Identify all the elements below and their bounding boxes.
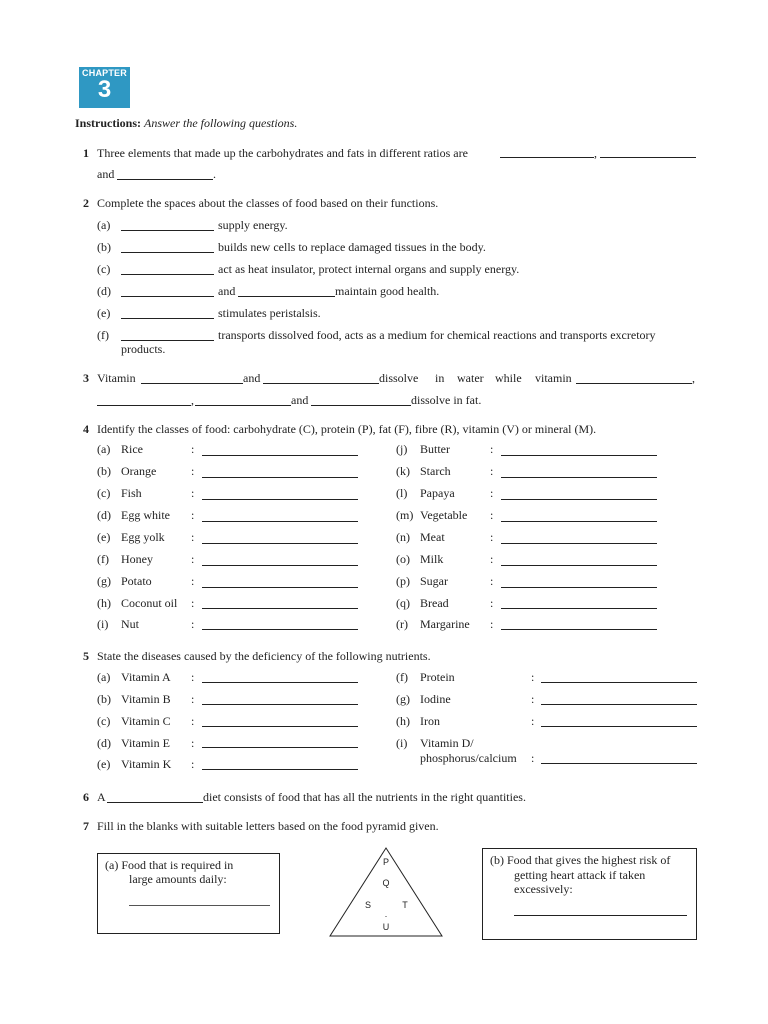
q4-item-colon: : (490, 486, 494, 500)
q3-comma-1: , (692, 371, 695, 385)
pyramid-label-s: S (364, 900, 372, 910)
q5-item-name-2: phosphorus/calcium (420, 751, 517, 765)
q4-item-colon: : (191, 596, 195, 610)
q4-item-blank[interactable] (202, 455, 358, 456)
q4-item-label: (j) (396, 442, 408, 456)
q5-item-blank[interactable] (541, 726, 697, 727)
q3-vitamin: Vitamin (97, 371, 136, 385)
q4-number: 4 (83, 422, 89, 436)
q5-item-label: (b) (97, 692, 111, 706)
q4-item-colon: : (490, 574, 494, 588)
q4-item-name: Papaya (420, 486, 455, 500)
q4-item-colon: : (191, 530, 195, 544)
q5-item-name: Vitamin E (121, 736, 170, 750)
q3-blank-2[interactable] (263, 383, 379, 384)
q4-item-name: Egg white (121, 508, 170, 522)
q4-item-label: (c) (97, 486, 111, 500)
q4-item-name: Bread (420, 596, 449, 610)
q3-while: while (495, 371, 522, 385)
q4-item-name: Egg yolk (121, 530, 165, 544)
instructions-text: Answer the following questions. (144, 116, 298, 130)
q7-text: Fill in the blanks with suitable letters based on the food pyramid given. (97, 819, 439, 833)
q3-vitamin-2: vitamin (535, 371, 572, 385)
q6-a: A (97, 790, 106, 804)
instructions (75, 116, 297, 131)
q4-item-blank[interactable] (501, 543, 657, 544)
q4-item-label: (e) (97, 530, 111, 544)
q5-item-blank[interactable] (541, 682, 697, 683)
q4-item-blank[interactable] (501, 629, 657, 630)
q4-item-blank[interactable] (202, 565, 358, 566)
q1-blank-1[interactable] (500, 157, 594, 158)
q5-item-name: Iodine (420, 692, 451, 706)
q5-item-colon: : (191, 757, 195, 771)
q5-item-label: (f) (396, 670, 408, 684)
q1-and: and (97, 167, 115, 181)
q4-item-blank[interactable] (501, 587, 657, 588)
q5-item-name: Vitamin A (121, 670, 171, 684)
q3-blank-1[interactable] (141, 383, 243, 384)
q4-item-colon: : (191, 508, 195, 522)
q5-item-blank[interactable] (202, 747, 358, 748)
q4-item-label: (g) (97, 574, 111, 588)
q4-item-blank[interactable] (501, 455, 657, 456)
q5-item-colon: : (531, 692, 535, 706)
q4-item-blank[interactable] (501, 499, 657, 500)
q4-item-colon: : (490, 442, 494, 456)
q4-item-name: Fish (121, 486, 142, 500)
q4-item-label: (i) (97, 617, 109, 631)
q4-item-name: Sugar (420, 574, 448, 588)
q5-item-blank[interactable] (541, 763, 697, 764)
q3-blank-5[interactable] (195, 405, 291, 406)
pyramid-label-t: T (402, 900, 408, 910)
q4-item-colon: : (191, 486, 195, 500)
q2-item-f-text: transports dissolved food, acts as a medium for chemical reactions and transports excretory (218, 328, 656, 342)
q6-blank[interactable] (107, 802, 203, 803)
q5-item-colon: : (191, 714, 195, 728)
q1-period: . (213, 167, 216, 181)
chapter-label: CHAPTER (82, 68, 127, 78)
q7-box-a-blank[interactable] (129, 905, 270, 906)
q2-item-d-blank-1[interactable] (121, 296, 214, 297)
q5-item-name: Protein (420, 670, 455, 684)
q7-box-a (97, 853, 280, 934)
q4-item-name: Potato (121, 574, 152, 588)
pyramid-label-q: Q (382, 878, 390, 888)
q5-item-blank[interactable] (202, 682, 358, 683)
q4-item-label: (q) (396, 596, 410, 610)
q5-text: State the diseases caused by the deficiency of the following nutrients. (97, 649, 431, 663)
q4-item-name: Meat (420, 530, 445, 544)
q3-number: 3 (83, 371, 89, 385)
q2-item-e-text: stimulates peristalsis. (218, 306, 321, 320)
q5-item-name: Iron (420, 714, 440, 728)
q5-item-blank[interactable] (202, 704, 358, 705)
q2-item-f-text-2: products. (121, 342, 166, 356)
q4-item-name: Nut (121, 617, 139, 631)
q5-item-label: (h) (396, 714, 410, 728)
q4-item-colon: : (191, 442, 195, 456)
q5-item-colon: : (531, 751, 535, 765)
q3-dissolve-fat: dissolve in fat. (411, 393, 482, 407)
q5-item-name: Vitamin D/ (420, 736, 474, 750)
q5-item-label: (c) (97, 714, 111, 728)
q5-item-colon: : (191, 670, 195, 684)
q4-item-name: Honey (121, 552, 153, 566)
q5-item-name: Vitamin C (121, 714, 171, 728)
q5-item-blank[interactable] (202, 769, 358, 770)
q6-text: diet consists of food that has all the nutrients in the right quantities. (203, 790, 526, 804)
q2-text: Complete the spaces about the classes of food based on their functions. (97, 196, 439, 210)
q3-blank-4[interactable] (97, 405, 191, 406)
q7-box-b-line-3: excessively: (514, 882, 573, 896)
q4-item-colon: : (490, 530, 494, 544)
q4-item-label: (l) (396, 486, 408, 500)
q7-box-b-line-2: getting heart attack if taken (514, 868, 646, 882)
q4-item-name: Butter (420, 442, 450, 456)
q3-water: water (457, 371, 484, 385)
q3-in: in (435, 371, 445, 385)
q2-item-b-label: (b) (97, 240, 111, 254)
chapter-number: 3 (97, 76, 112, 103)
q7-box-a-line-1: (a) Food that is required in (105, 858, 234, 872)
q4-item-colon: : (191, 574, 195, 588)
instructions-label: Instructions: (75, 116, 142, 130)
q4-item-name: Starch (420, 464, 451, 478)
q4-item-label: (b) (97, 464, 111, 478)
q4-item-colon: : (191, 552, 195, 566)
q4-item-label: (p) (396, 574, 410, 588)
q4-item-label: (f) (97, 552, 109, 566)
q4-item-blank[interactable] (501, 477, 657, 478)
q2-item-d-and: and (218, 284, 236, 298)
q4-item-name: Orange (121, 464, 157, 478)
q4-item-label: (d) (97, 508, 111, 522)
q5-item-label: (i) (396, 736, 408, 750)
q4-item-label: (h) (97, 596, 111, 610)
q3-comma-2: , (191, 393, 194, 407)
q5-item-name: Vitamin B (121, 692, 171, 706)
q5-item-label: (g) (396, 692, 410, 706)
q4-item-label: (m) (396, 508, 414, 522)
q2-item-c-text: act as heat insulator, protect internal organs and supply energy. (218, 262, 520, 276)
q2-item-f-label: (f) (97, 328, 109, 342)
q4-item-blank[interactable] (202, 499, 358, 500)
q4-item-blank[interactable] (202, 521, 358, 522)
q4-text: Identify the classes of food: carbohydrate (C), protein (P), fat (F), fibre (R), vitamin (V) or mineral (M). (97, 422, 597, 436)
q4-item-blank[interactable] (501, 521, 657, 522)
q4-item-label: (r) (396, 617, 408, 631)
q5-item-colon: : (191, 692, 195, 706)
q2-item-f-blank[interactable] (121, 340, 214, 341)
q4-item-label: (n) (396, 530, 410, 544)
q4-item-colon: : (490, 552, 494, 566)
q4-item-label: (o) (396, 552, 410, 566)
q4-item-colon: : (490, 596, 494, 610)
q4-item-name: Milk (420, 552, 444, 566)
q2-item-a-label: (a) (97, 218, 111, 232)
pyramid-label-u: U (382, 922, 390, 932)
q5-item-colon: : (531, 670, 535, 684)
q3-blank-3[interactable] (576, 383, 692, 384)
q2-item-d-blank-2[interactable] (238, 296, 335, 297)
q4-item-colon: : (191, 617, 195, 631)
q4-item-label: (k) (396, 464, 410, 478)
q4-item-name: Vegetable (420, 508, 468, 522)
q5-item-label: (e) (97, 757, 111, 771)
q2-item-e-label: (e) (97, 306, 111, 320)
q3-dissolve: dissolve (379, 371, 419, 385)
q7-box-b-line-1: (b) Food that gives the highest risk of (490, 853, 671, 867)
q4-item-blank[interactable] (501, 608, 657, 609)
q5-item-colon: : (531, 714, 535, 728)
q3-blank-6[interactable] (311, 405, 411, 406)
q7-box-a-line-2: large amounts daily: (129, 872, 227, 886)
q5-item-label: (a) (97, 670, 111, 684)
q2-number: 2 (83, 196, 89, 210)
q2-item-b-text: builds new cells to replace damaged tissues in the body. (218, 240, 486, 254)
q2-item-c-blank[interactable] (121, 274, 214, 275)
q4-item-colon: : (490, 508, 494, 522)
q4-item-name: Margarine (420, 617, 470, 631)
q2-item-d-text: maintain good health. (335, 284, 440, 298)
q4-item-colon: : (490, 464, 494, 478)
q1-blank-3[interactable] (117, 179, 213, 180)
q3-and-2: and (291, 393, 309, 407)
q5-item-blank[interactable] (541, 704, 697, 705)
q4-item-blank[interactable] (202, 543, 358, 544)
pyramid-dot: . (384, 909, 388, 919)
q5-item-label: (d) (97, 736, 111, 750)
pyramid-label-p: P (382, 857, 390, 867)
q5-number: 5 (83, 649, 89, 663)
q6-number: 6 (83, 790, 89, 804)
q1-comma: , (594, 146, 597, 160)
q2-item-a-blank[interactable] (121, 230, 214, 231)
q1-number: 1 (83, 146, 89, 160)
q4-item-blank[interactable] (202, 629, 358, 630)
q4-item-blank[interactable] (202, 608, 358, 609)
q5-item-name: Vitamin K (121, 757, 172, 771)
q5-item-blank[interactable] (202, 726, 358, 727)
q4-item-label: (a) (97, 442, 111, 456)
q2-item-c-label: (c) (97, 262, 111, 276)
q5-item-colon: : (191, 736, 195, 750)
q4-item-colon: : (191, 464, 195, 478)
q7-box-b (482, 848, 697, 940)
q2-item-e-blank[interactable] (121, 318, 214, 319)
q4-item-blank[interactable] (202, 587, 358, 588)
q2-item-a-text: supply energy. (218, 218, 288, 232)
q7-number: 7 (83, 819, 89, 833)
q4-item-blank[interactable] (202, 477, 358, 478)
q2-item-d-label: (d) (97, 284, 111, 298)
q2-item-b-blank[interactable] (121, 252, 214, 253)
q4-item-name: Rice (121, 442, 143, 456)
q3-and: and (243, 371, 261, 385)
chapter-badge (79, 67, 130, 108)
q4-item-blank[interactable] (501, 565, 657, 566)
q7-box-b-blank[interactable] (514, 915, 687, 916)
q1-blank-2[interactable] (600, 157, 696, 158)
q1-text: Three elements that made up the carbohydrates and fats in different ratios are (97, 146, 468, 160)
food-pyramid (328, 846, 444, 938)
q4-item-colon: : (490, 617, 494, 631)
q4-item-name: Coconut oil (121, 596, 178, 610)
